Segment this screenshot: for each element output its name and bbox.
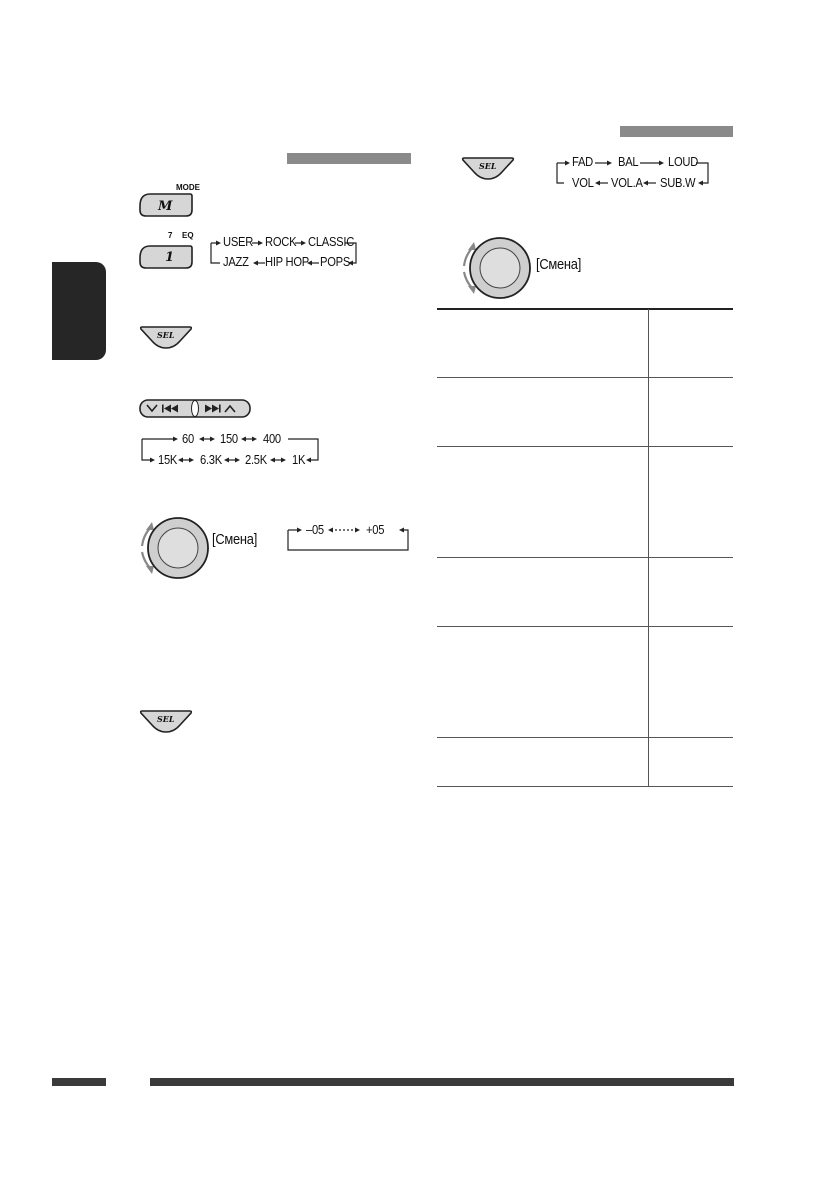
control-dial-left[interactable] — [136, 508, 216, 588]
language-tab — [52, 262, 106, 360]
eq-hiphop: HIP HOP — [265, 254, 309, 269]
table-bottom-rule — [437, 786, 733, 787]
freq-1k: 1K — [292, 452, 306, 467]
eq-classic: CLASSIC — [308, 234, 355, 249]
audio-loud: LOUD — [668, 154, 699, 169]
mode-button-label: M — [158, 199, 173, 214]
table-column-divider — [648, 309, 649, 787]
level-min: –05 — [306, 522, 324, 537]
table-row-divider — [437, 557, 733, 558]
skip-updown-button[interactable] — [138, 398, 254, 420]
mode-caption: MODE — [176, 183, 200, 192]
freq-150: 150 — [220, 431, 238, 446]
audio-vol: VOL — [572, 175, 594, 190]
level-max: +05 — [366, 522, 385, 537]
sel-button-2-label: SEL — [157, 714, 175, 724]
control-dial-right[interactable] — [458, 228, 538, 308]
eq-user: USER — [223, 234, 254, 249]
level-range-lines — [286, 523, 412, 553]
footer-rule-left — [52, 1078, 106, 1086]
freq-400: 400 — [263, 431, 281, 446]
audio-fad: FAD — [572, 154, 593, 169]
table-top-rule — [437, 308, 733, 310]
eq-pops: POPS — [320, 254, 351, 269]
section-bar-right — [620, 126, 733, 137]
audio-sub-w: SUB.W — [660, 175, 696, 190]
audio-bal: BAL — [618, 154, 639, 169]
table-row-divider — [437, 737, 733, 738]
section-bar-left — [287, 153, 411, 164]
sel-button-1-label: SEL — [157, 330, 175, 340]
dial-right-label: [Смена] — [536, 256, 582, 273]
freq-60: 60 — [182, 431, 194, 446]
table-row-divider — [437, 626, 733, 627]
freq-15k: 15K — [158, 452, 178, 467]
sel-button-3-label: SEL — [479, 161, 497, 171]
table-row-divider — [437, 377, 733, 378]
eq-rock: ROCK — [265, 234, 297, 249]
eq-preset-button-label: 1 — [165, 250, 175, 265]
freq-2-5k: 2.5K — [245, 452, 267, 467]
dial-left-label: [Смена] — [212, 531, 258, 548]
table-row-divider — [437, 446, 733, 447]
eq-jazz: JAZZ — [223, 254, 249, 269]
eq-caption-number: 7 — [168, 231, 173, 240]
audio-vol-a: VOL.A — [611, 175, 643, 190]
footer-rule-right — [150, 1078, 734, 1086]
eq-caption: EQ — [182, 231, 194, 240]
freq-6-3k: 6.3K — [200, 452, 222, 467]
